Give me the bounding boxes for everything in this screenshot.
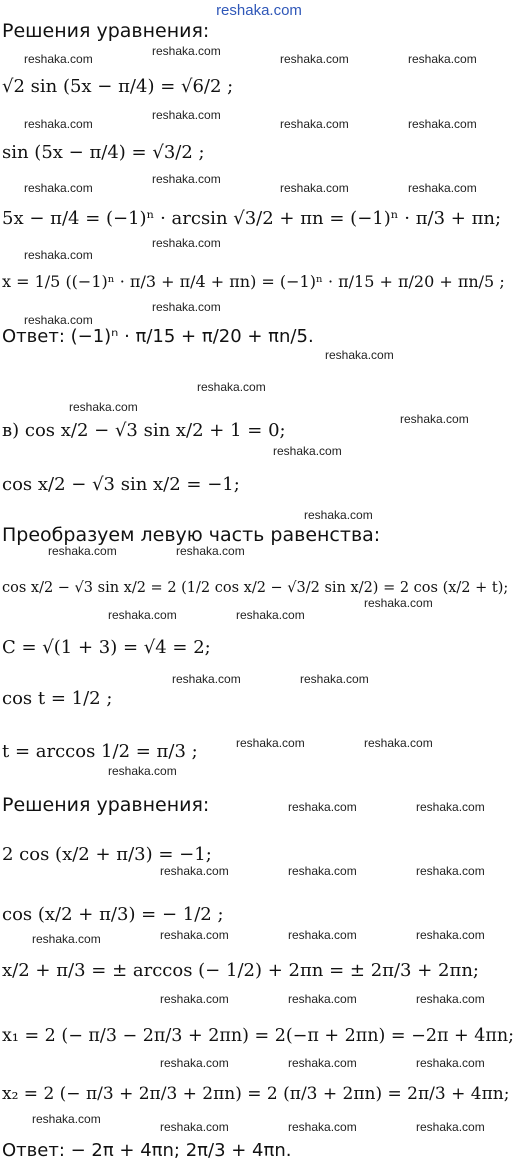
watermark: reshaka.com xyxy=(300,672,369,686)
transform-line-2: C = √(1 + 3) = √4 = 2; xyxy=(2,637,211,658)
watermark: reshaka.com xyxy=(152,236,221,250)
watermark: reshaka.com xyxy=(416,928,485,942)
watermark: reshaka.com xyxy=(108,608,177,622)
formula-line-4: x = 1/5 ((−1)ⁿ · π/3 + π/4 + πn) = (−1)ⁿ · π/15 + π/20 + πn/5 ; xyxy=(2,272,505,291)
watermark: reshaka.com xyxy=(288,928,357,942)
watermark: reshaka.com xyxy=(408,181,477,195)
transform-line-4: t = arccos 1/2 = π/3 ; xyxy=(2,741,198,762)
watermark: reshaka.com xyxy=(108,764,177,778)
watermark: reshaka.com xyxy=(24,313,93,327)
watermark: reshaka.com xyxy=(288,800,357,814)
watermark: reshaka.com xyxy=(236,608,305,622)
watermark: reshaka.com xyxy=(400,412,469,426)
solutions-heading-2: Решения уравнения: xyxy=(2,794,210,816)
solutions-heading-1: Решения уравнения: xyxy=(2,20,210,42)
formula-line-3: 5x − π/4 = (−1)ⁿ · arcsin √3/2 + πn = (−1)ⁿ · π/3 + πn; xyxy=(2,208,502,229)
watermark: reshaka.com xyxy=(288,1056,357,1070)
solution-line-3: x/2 + π/3 = ± arccos (− 1/2) + 2πn = ± 2π/3 + 2πn; xyxy=(2,960,479,981)
watermark: reshaka.com xyxy=(197,380,266,394)
formula-line-1: √2 sin (5x − π/4) = √6/2 ; xyxy=(2,76,234,97)
watermark: reshaka.com xyxy=(236,736,305,750)
watermark: reshaka.com xyxy=(32,1112,101,1126)
watermark: reshaka.com xyxy=(176,544,245,558)
watermark: reshaka.com xyxy=(325,348,394,362)
site-logo[interactable]: reshaka.com xyxy=(216,2,302,19)
watermark: reshaka.com xyxy=(288,864,357,878)
watermark: reshaka.com xyxy=(24,52,93,66)
solution-line-1: 2 cos (x/2 + π/3) = −1; xyxy=(2,844,212,865)
watermark: reshaka.com xyxy=(152,172,221,186)
solution-line-4: x₁ = 2 (− π/3 − 2π/3 + 2πn) = 2(−π + 2πn) = −2π + 4πn; xyxy=(2,1026,515,1046)
answer-1: Ответ: (−1)ⁿ · π/15 + π/20 + πn/5. xyxy=(2,326,314,347)
watermark: reshaka.com xyxy=(280,117,349,131)
watermark: reshaka.com xyxy=(288,992,357,1006)
watermark: reshaka.com xyxy=(152,108,221,122)
watermark: reshaka.com xyxy=(24,248,93,262)
formula-line-2: sin (5x − π/4) = √3/2 ; xyxy=(2,142,205,163)
watermark: reshaka.com xyxy=(152,44,221,58)
watermark: reshaka.com xyxy=(416,1120,485,1134)
watermark: reshaka.com xyxy=(48,544,117,558)
watermark: reshaka.com xyxy=(288,1120,357,1134)
watermark: reshaka.com xyxy=(273,444,342,458)
watermark: reshaka.com xyxy=(280,52,349,66)
watermark: reshaka.com xyxy=(69,400,138,414)
watermark: reshaka.com xyxy=(32,932,101,946)
watermark: reshaka.com xyxy=(160,1056,229,1070)
answer-2: Ответ: − 2π + 4πn; 2π/3 + 4πn. xyxy=(2,1140,292,1161)
watermark: reshaka.com xyxy=(364,596,433,610)
watermark: reshaka.com xyxy=(304,508,373,522)
watermark: reshaka.com xyxy=(160,928,229,942)
watermark: reshaka.com xyxy=(160,1120,229,1134)
watermark: reshaka.com xyxy=(160,992,229,1006)
watermark: reshaka.com xyxy=(24,181,93,195)
equation-v-rearranged: cos x/2 − √3 sin x/2 = −1; xyxy=(2,474,240,495)
watermark: reshaka.com xyxy=(408,117,477,131)
transform-heading: Преобразуем левую часть равенства: xyxy=(2,524,381,546)
watermark: reshaka.com xyxy=(416,864,485,878)
transform-line-3: cos t = 1/2 ; xyxy=(2,688,113,709)
watermark: reshaka.com xyxy=(416,800,485,814)
watermark: reshaka.com xyxy=(364,736,433,750)
watermark: reshaka.com xyxy=(172,672,241,686)
watermark: reshaka.com xyxy=(24,117,93,131)
watermark: reshaka.com xyxy=(416,1056,485,1070)
watermark: reshaka.com xyxy=(416,992,485,1006)
transform-line-1: cos x/2 − √3 sin x/2 = 2 (1/2 cos x/2 − √3/2 sin x/2) = 2 cos (x/2 + t); xyxy=(2,580,509,596)
watermark: reshaka.com xyxy=(408,52,477,66)
equation-v: в) cos x/2 − √3 sin x/2 + 1 = 0; xyxy=(2,420,286,441)
watermark: reshaka.com xyxy=(280,181,349,195)
solution-line-2: cos (x/2 + π/3) = − 1/2 ; xyxy=(2,904,224,925)
solution-line-5: x₂ = 2 (− π/3 + 2π/3 + 2πn) = 2 (π/3 + 2πn) = 2π/3 + 4πn; xyxy=(2,1084,510,1104)
watermark: reshaka.com xyxy=(152,300,221,314)
watermark: reshaka.com xyxy=(160,864,229,878)
